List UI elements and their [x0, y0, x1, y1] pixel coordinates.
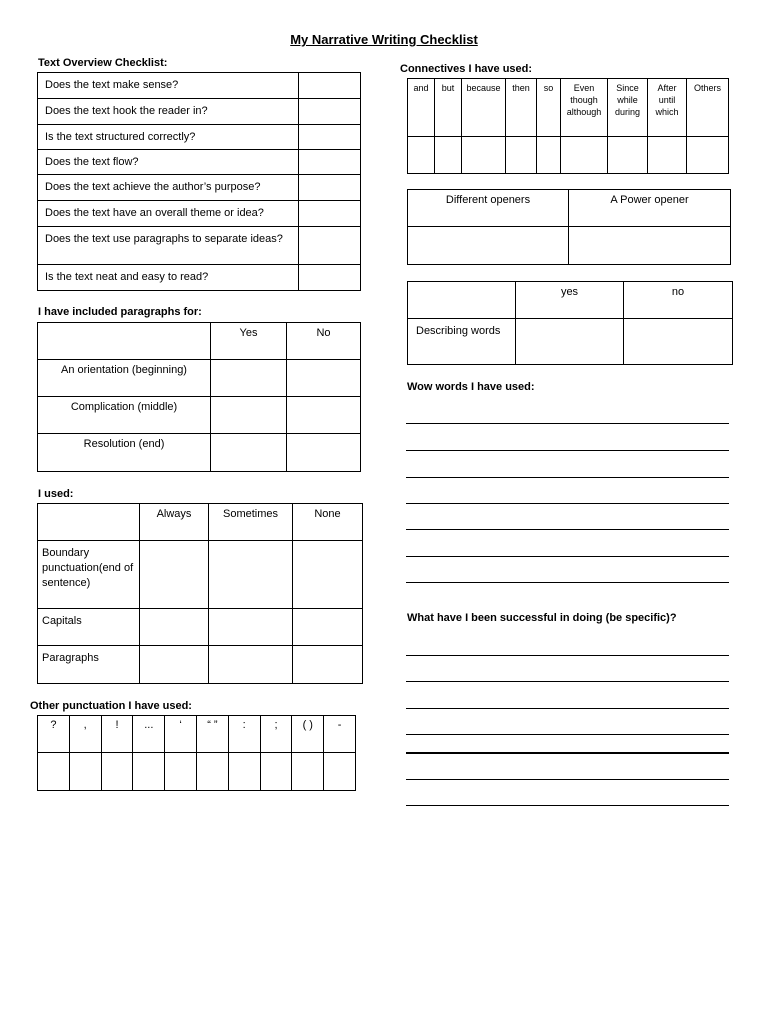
paragraph-row: [38, 434, 361, 472]
paragraphs-heading: I have included paragraphs for:: [38, 306, 202, 318]
text-overview-heading: Text Overview Checklist:: [38, 57, 168, 69]
describing-words-table: [407, 281, 733, 365]
connective-word: Others: [687, 79, 729, 137]
always-header: Always: [140, 504, 209, 541]
empty-header-cell: [38, 504, 140, 541]
other-punctuation-table: [37, 715, 356, 791]
checklist-row: [38, 99, 361, 125]
connective-answer-cell[interactable]: [608, 137, 648, 174]
sometimes-cell[interactable]: [209, 541, 293, 609]
no-header: no: [624, 282, 733, 319]
writing-line[interactable]: [406, 503, 729, 504]
empty-header-cell: [38, 323, 211, 360]
power-opener-header: A Power opener: [569, 190, 731, 227]
none-cell[interactable]: [293, 541, 363, 609]
yes-cell[interactable]: [211, 360, 287, 397]
punctuation-symbol: ?: [38, 716, 70, 753]
punctuation-answer-cell[interactable]: [228, 753, 260, 791]
no-cell[interactable]: [624, 319, 733, 365]
always-cell[interactable]: [140, 609, 209, 646]
writing-line[interactable]: [406, 805, 729, 806]
checklist-row: [38, 265, 361, 291]
writing-line[interactable]: [406, 556, 729, 557]
connective-word: because: [462, 79, 506, 137]
checklist-question: Is the text structured correctly?: [38, 125, 299, 150]
yes-cell[interactable]: [516, 319, 624, 365]
punctuation-symbol: ( ): [292, 716, 324, 753]
writing-line[interactable]: [406, 529, 729, 530]
connective-answer-cell[interactable]: [435, 137, 462, 174]
yes-cell[interactable]: [211, 397, 287, 434]
punctuation-answer-cell[interactable]: [69, 753, 101, 791]
no-cell[interactable]: [287, 360, 361, 397]
different-openers-cell[interactable]: [408, 227, 569, 265]
connective-word: Since while during: [608, 79, 648, 137]
yes-header: yes: [516, 282, 624, 319]
usage-row: [38, 541, 363, 609]
writing-line[interactable]: [406, 423, 729, 424]
paragraph-row: [38, 397, 361, 434]
punctuation-answer-cell[interactable]: [260, 753, 292, 791]
writing-line[interactable]: [406, 655, 729, 656]
punctuation-answer-cell[interactable]: [38, 753, 70, 791]
writing-line[interactable]: [406, 752, 729, 754]
checklist-row: [38, 175, 361, 201]
checklist-row: [38, 73, 361, 99]
writing-line[interactable]: [406, 681, 729, 682]
punctuation-symbol: “ ”: [196, 716, 228, 753]
punctuation-symbol: ;: [260, 716, 292, 753]
describing-row: [408, 319, 733, 365]
i-used-heading: I used:: [38, 488, 74, 500]
checklist-question: Does the text make sense?: [38, 73, 299, 99]
checklist-answer-cell[interactable]: [299, 265, 361, 291]
checklist-question: Does the text hook the reader in?: [38, 99, 299, 125]
punctuation-symbol: ‘: [165, 716, 197, 753]
sometimes-header: Sometimes: [209, 504, 293, 541]
punctuation-answer-cell[interactable]: [196, 753, 228, 791]
none-header: None: [293, 504, 363, 541]
page-title: My Narrative Writing Checklist: [290, 32, 478, 47]
connective-answer-cell[interactable]: [506, 137, 537, 174]
checklist-answer-cell[interactable]: [299, 227, 361, 265]
checklist-row: [38, 125, 361, 150]
connectives-table: [407, 78, 729, 174]
connective-word: Even though although: [561, 79, 608, 137]
writing-line[interactable]: [406, 708, 729, 709]
checklist-row: [38, 150, 361, 175]
successful-heading: What have I been successful in doing (be specific)?: [407, 612, 677, 624]
paragraph-row-label: An orientation (beginning): [38, 360, 211, 397]
connective-word: so: [537, 79, 561, 137]
describing-words-label: Describing words: [408, 319, 516, 365]
sometimes-cell[interactable]: [209, 609, 293, 646]
paragraph-row: [38, 360, 361, 397]
punctuation-answer-cell[interactable]: [133, 753, 165, 791]
checklist-question: Does the text flow?: [38, 150, 299, 175]
sometimes-cell[interactable]: [209, 646, 293, 684]
checklist-question: Does the text have an overall theme or idea?: [38, 201, 299, 227]
wow-words-heading: Wow words I have used:: [407, 381, 535, 393]
connectives-heading: Connectives I have used:: [400, 63, 533, 75]
empty-header-cell: [408, 282, 516, 319]
connective-answer-cell[interactable]: [648, 137, 687, 174]
punctuation-answer-cell[interactable]: [292, 753, 324, 791]
paragraph-row-label: Complication (middle): [38, 397, 211, 434]
punctuation-symbol: !: [101, 716, 133, 753]
no-cell[interactable]: [287, 397, 361, 434]
punctuation-symbol: ,: [69, 716, 101, 753]
checklist-question: Does the text use paragraphs to separate ideas?: [38, 227, 299, 265]
writing-line[interactable]: [406, 450, 729, 451]
checklist-answer-cell[interactable]: [299, 99, 361, 125]
none-cell[interactable]: [293, 609, 363, 646]
other-punctuation-heading: Other punctuation I have used:: [30, 700, 192, 712]
writing-line[interactable]: [406, 734, 729, 735]
i-used-table: [37, 503, 363, 684]
punctuation-symbol: -: [324, 716, 356, 753]
punctuation-symbol: :: [228, 716, 260, 753]
usage-row: [38, 646, 363, 684]
power-opener-cell[interactable]: [569, 227, 731, 265]
checklist-question: Does the text achieve the author’s purpose?: [38, 175, 299, 201]
none-cell[interactable]: [293, 646, 363, 684]
paragraph-row-label: Resolution (end): [38, 434, 211, 472]
connective-answer-cell[interactable]: [462, 137, 506, 174]
connective-word: and: [408, 79, 435, 137]
openers-table: [407, 189, 731, 265]
checklist-answer-cell[interactable]: [299, 175, 361, 201]
yes-cell[interactable]: [211, 434, 287, 472]
yes-header: Yes: [211, 323, 287, 360]
paragraphs-table: [37, 322, 361, 472]
checklist-row: [38, 227, 361, 265]
checklist-question: Is the text neat and easy to read?: [38, 265, 299, 291]
always-cell[interactable]: [140, 541, 209, 609]
checklist-answer-cell[interactable]: [299, 125, 361, 150]
connective-word: then: [506, 79, 537, 137]
checklist-answer-cell[interactable]: [299, 73, 361, 99]
usage-row-label: Capitals: [38, 609, 140, 646]
checklist-answer-cell[interactable]: [299, 201, 361, 227]
checklist-answer-cell[interactable]: [299, 150, 361, 175]
no-cell[interactable]: [287, 434, 361, 472]
text-overview-table: [37, 72, 361, 291]
connective-word: but: [435, 79, 462, 137]
writing-line[interactable]: [406, 477, 729, 478]
punctuation-answer-cell[interactable]: [324, 753, 356, 791]
punctuation-answer-cell[interactable]: [101, 753, 133, 791]
punctuation-symbol: ...: [133, 716, 165, 753]
checklist-row: [38, 201, 361, 227]
no-header: No: [287, 323, 361, 360]
writing-line[interactable]: [406, 582, 729, 583]
usage-row-label: Paragraphs: [38, 646, 140, 684]
always-cell[interactable]: [140, 646, 209, 684]
punctuation-answer-cell[interactable]: [165, 753, 197, 791]
connective-answer-cell[interactable]: [537, 137, 561, 174]
connective-answer-cell[interactable]: [408, 137, 435, 174]
usage-row: [38, 609, 363, 646]
different-openers-header: Different openers: [408, 190, 569, 227]
connective-answer-cell[interactable]: [561, 137, 608, 174]
usage-row-label: Boundary punctuation(end of sentence): [38, 541, 140, 609]
writing-line[interactable]: [406, 779, 729, 780]
connective-word: After until which: [648, 79, 687, 137]
connective-answer-cell[interactable]: [687, 137, 729, 174]
